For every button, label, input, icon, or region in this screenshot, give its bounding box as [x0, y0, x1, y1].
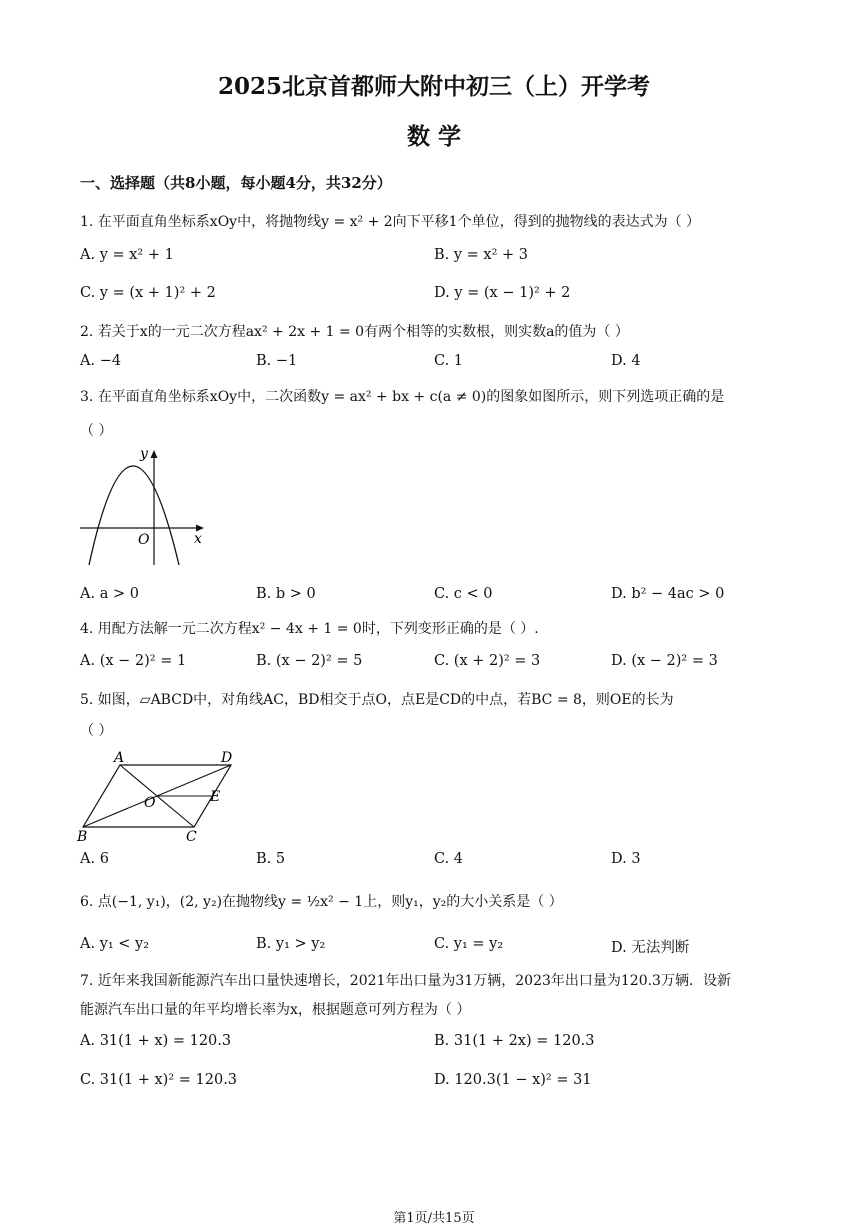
question-4-option-c: C. (x + 2)² = 3 [434, 653, 541, 669]
y-axis-arrow-icon [151, 450, 158, 458]
point-b-label: B [77, 829, 88, 845]
question-5-option-a: A. 6 [80, 851, 109, 867]
question-1-option-d: D. y = (x − 1)² + 2 [434, 285, 571, 301]
x-axis-label: x [194, 531, 202, 547]
parabola-curve [89, 466, 179, 565]
question-2-option-a: A. −4 [80, 353, 122, 369]
point-o-label: O [144, 795, 156, 811]
subject-title: 数 学 [406, 123, 461, 150]
question-4-option-b: B. (x − 2)² = 5 [256, 653, 363, 669]
question-2-stem: 2. 若关于x的一元二次方程ax² + 2x + 1 = 0有两个相等的实数根，则实数a的值为（ ） [80, 324, 629, 340]
question-7-stem: 7. 近年来我国新能源汽车出口量快速增长，2021年出口量为31万辆，2023年出口量为120.3万辆．设新 [80, 973, 731, 989]
question-6-stem: 6. 点(−1, y₁)，(2, y₂)在抛物线y = ½x² − 1上，则y₁，y₂的大小关系是（ ） [80, 894, 563, 910]
question-5-stem-cont: （ ） [80, 723, 113, 739]
question-4-option-d: D. (x − 2)² = 3 [611, 653, 718, 669]
question-1-option-b: B. y = x² + 3 [434, 247, 529, 263]
question-5-option-c: C. 4 [434, 851, 464, 867]
question-4-option-a: A. (x − 2)² = 1 [80, 653, 187, 669]
question-6-option-d: D. 无法判断 [611, 940, 690, 956]
question-7-option-b: B. 31(1 + 2x) = 120.3 [434, 1033, 595, 1049]
section-heading: 一、选择题（共8小题，每小题4分，共32分） [80, 174, 392, 192]
question-3-stem: 3. 在平面直角坐标系xOy中，二次函数y = ax² + bx + c(a ≠ 0)的图象如图所示，则下列选项正确的是 [80, 389, 725, 405]
question-1-option-c: C. y = (x + 1)² + 2 [80, 285, 216, 301]
question-5-option-d: D. 3 [611, 851, 641, 867]
question-5-parallelogram-figure [76, 745, 241, 845]
question-7-option-d: D. 120.3(1 − x)² = 31 [434, 1072, 592, 1088]
question-4-stem: 4. 用配方法解一元二次方程x² − 4x + 1 = 0时，下列变形正确的是（ ）. [80, 621, 539, 637]
question-6-option-b: B. y₁ > y₂ [256, 936, 326, 952]
question-5-stem: 5. 如图，▱ABCD中，对角线AC，BD相交于点O，点E是CD的中点，若BC = 8，则OE的长为 [80, 692, 674, 708]
question-2-option-d: D. 4 [611, 353, 641, 369]
question-1-option-a: A. y = x² + 1 [80, 247, 174, 263]
question-3-option-c: C. c < 0 [434, 586, 493, 602]
point-a-label: A [114, 750, 125, 766]
y-axis-label: y [140, 446, 148, 462]
point-e-label: E [210, 789, 221, 805]
question-3-option-d: D. b² − 4ac > 0 [611, 586, 725, 602]
question-6-option-c: C. y₁ = y₂ [434, 936, 504, 952]
question-5-option-b: B. 5 [256, 851, 286, 867]
question-7-option-c: C. 31(1 + x)² = 120.3 [80, 1072, 238, 1088]
question-6-option-a: A. y₁ < y₂ [80, 936, 150, 952]
question-2-option-b: B. −1 [256, 353, 298, 369]
point-c-label: C [186, 829, 197, 845]
point-d-label: D [221, 750, 233, 766]
question-2-option-c: C. 1 [434, 353, 464, 369]
question-3-option-a: A. a > 0 [80, 586, 139, 602]
question-3-option-b: B. b > 0 [256, 586, 316, 602]
exam-title: 2025北京首都师大附中初三（上）开学考 [217, 73, 650, 100]
origin-label: O [138, 532, 150, 548]
question-3-parabola-figure [76, 445, 211, 570]
question-7-option-a: A. 31(1 + x) = 120.3 [80, 1033, 232, 1049]
question-3-stem-cont: （ ） [80, 423, 113, 439]
question-1-stem: 1. 在平面直角坐标系xOy中，将抛物线y = x² + 2向下平移1个单位，得到的抛物线的表达式为（ ） [80, 214, 701, 230]
question-7-stem-cont: 能源汽车出口量的年平均增长率为x，根据题意可列方程为（ ） [80, 1002, 471, 1018]
page-number: 第1页/共15页 [393, 1211, 475, 1226]
